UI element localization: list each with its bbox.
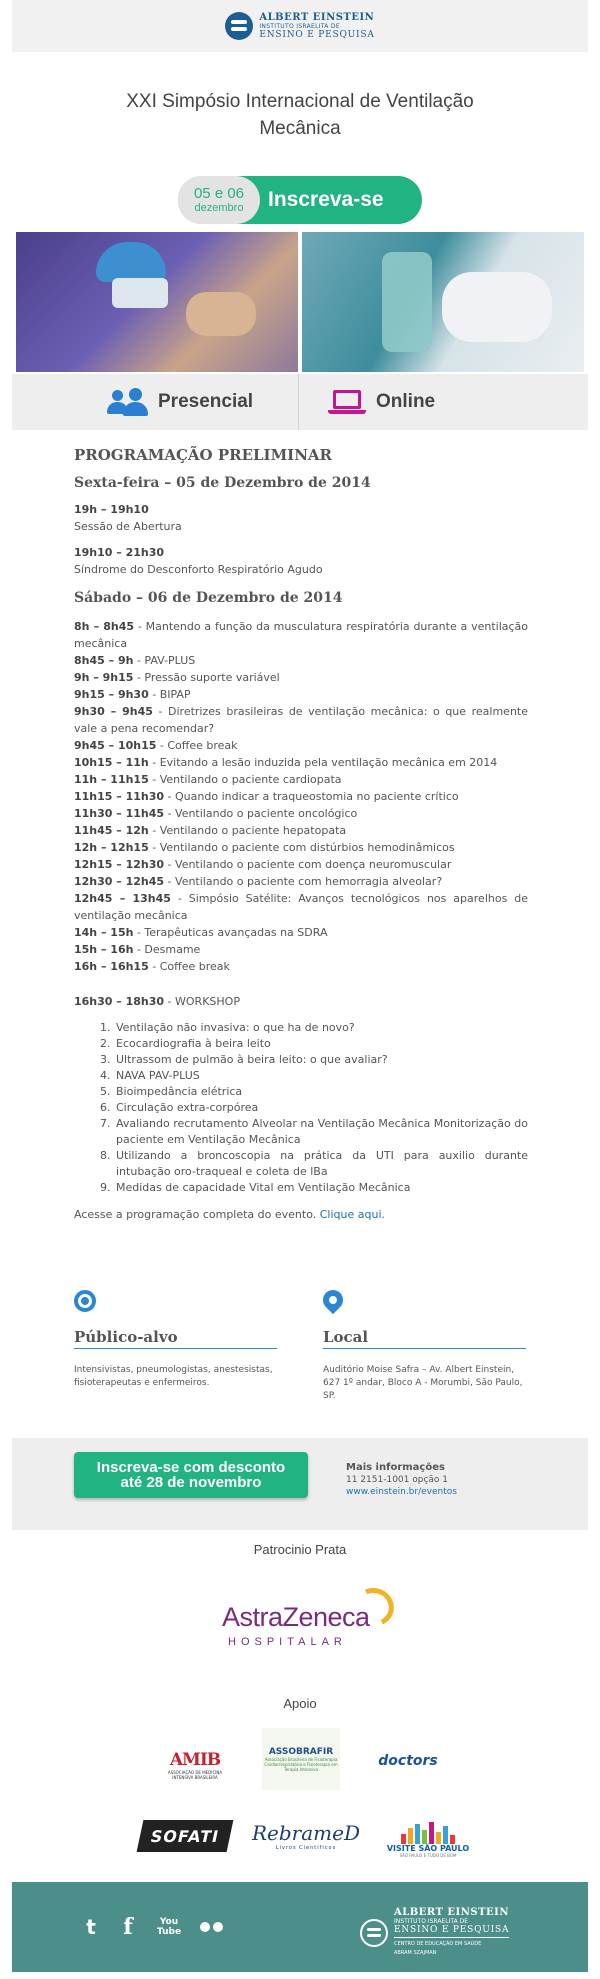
glove-shape <box>442 272 552 342</box>
event-title-line2: Mecânica <box>259 118 341 139</box>
schedule-row <box>74 754 528 771</box>
youtube-icon[interactable] <box>152 1914 186 1940</box>
youtube-line1: You <box>159 1917 179 1927</box>
schedule-desc: - Mantendo a função da musculatura respiratória durante a ventilação mecânica <box>74 620 529 650</box>
schedule-time: 8h – 8h45 <box>74 620 135 633</box>
register-discount-line1: Inscreva-se com desconto <box>96 1459 286 1476</box>
modes-divider <box>298 374 299 430</box>
register-discount-line2: até 28 de novembro <box>120 1474 262 1491</box>
schedule-desc: - Terapêuticas avançadas na SDRA <box>133 926 328 939</box>
workshop-row <box>74 993 528 1010</box>
saturday-heading: Sábado – 06 de Dezembro de 2014 <box>74 590 343 606</box>
full-program-text: Acesse a programação completa do evento. <box>74 1208 320 1221</box>
schedule-row <box>74 941 528 958</box>
event-title-line1: XXI Simpósio Internacional de Ventilação <box>126 91 474 112</box>
schedule-desc: - Desmame <box>133 943 201 956</box>
workshop-item: 5. Bioimpedância elétrica <box>114 1084 528 1100</box>
visite-name: VISITE SÃO PAULO <box>386 1844 470 1853</box>
footer-einstein-logo-icon <box>360 1919 388 1947</box>
schedule-desc: - Ventilando o paciente cardiopata <box>148 773 342 786</box>
workshop-item: 3. Ultrassom de pulmão à beira leito: o que avaliar? <box>114 1052 528 1068</box>
schedule-row <box>74 669 528 686</box>
more-info <box>346 1462 457 1498</box>
target-icon <box>74 1290 96 1312</box>
friday-item <box>74 501 528 535</box>
logo-line1: ALBERT EINSTEIN <box>259 11 375 23</box>
more-info-link[interactable]: www.einstein.br/eventos <box>346 1487 457 1497</box>
workshop-item: 1. Ventilação não invasiva: o que ha de novo? <box>114 1020 528 1036</box>
schedule-row <box>74 737 528 754</box>
schedule-row <box>74 839 528 856</box>
event-date-month: dezembro <box>194 201 244 214</box>
schedule-time: 8h45 – 9h <box>74 654 134 667</box>
footer-logo-line3: ENSINO E PESQUISA <box>394 1925 510 1935</box>
skyline-icon <box>401 1822 455 1844</box>
schedule-row <box>74 788 528 805</box>
schedule-time: 15h – 16h <box>74 943 134 956</box>
surgical-mask-shape <box>112 278 168 308</box>
schedule-row <box>74 618 528 652</box>
schedule-desc: - Coffee break <box>156 739 238 752</box>
workshop-item: 7. Avaliando recrutamento Alveolar na Ventilação Mecânica Monitorização do paciente em Ventilação Mecânica <box>114 1116 528 1148</box>
event-title <box>12 88 588 142</box>
schedule-time: 12h – 12h15 <box>74 841 149 854</box>
einstein-logo[interactable] <box>225 12 374 40</box>
schedule-time: 11h45 – 12h <box>74 824 149 837</box>
laptop-icon <box>328 389 366 415</box>
astrazeneca-name: AstraZeneca <box>222 1602 370 1632</box>
workshop-item: 8. Utilizando a broncoscopia na prática da UTI para auxilio durante intubação oro-traqueal e coleta de lBa <box>114 1148 528 1180</box>
schedule-time: 12h30 – 12h45 <box>74 875 165 888</box>
schedule-time: 9h – 9h15 <box>74 671 134 684</box>
schedule-time: 14h – 15h <box>74 926 134 939</box>
location-text: Auditório Moise Safra – Av. Albert Einstein, 627 1º andar, Bloco A - Morumbi, São Paulo, SP. <box>323 1365 523 1401</box>
schedule-desc: - Ventilando o paciente com doença neuromuscular <box>164 858 452 871</box>
doctors-name: doctors <box>378 1753 438 1769</box>
workshop-label: - WORKSHOP <box>164 995 240 1008</box>
schedule-row <box>74 771 528 788</box>
schedule-desc: Síndrome do Desconforto Respiratório Agudo <box>74 563 323 576</box>
hand-shape <box>186 292 256 336</box>
surgeon-photo <box>16 232 298 372</box>
einstein-logo-text <box>259 13 374 40</box>
event-date-badge[interactable] <box>178 176 260 224</box>
mode-presencial[interactable] <box>106 374 253 430</box>
workshop-item: 2. Ecocardiografia à beira leito <box>114 1036 528 1052</box>
full-program-link[interactable]: Clique aqui. <box>319 1208 386 1221</box>
surgical-cap-shape <box>96 242 166 282</box>
schedule-time: 12h15 – 12h30 <box>74 858 165 871</box>
schedule-row <box>74 686 528 703</box>
schedule-time: 10h15 – 11h <box>74 756 149 769</box>
schedule-desc: - Ventilando o paciente oncológico <box>164 807 358 820</box>
workshop-item: 6. Circulação extra-corpórea <box>114 1100 528 1116</box>
visite-sao-paulo-logo[interactable] <box>384 1814 472 1858</box>
amib-logo[interactable] <box>160 1736 230 1794</box>
amib-name: AMIB <box>169 1750 221 1770</box>
mode-presencial-label: Presencial <box>158 391 254 412</box>
location-heading: Local <box>323 1328 526 1349</box>
schedule-row <box>74 805 528 822</box>
schedule-row <box>74 873 528 890</box>
schedule-time: 9h45 – 10h15 <box>74 739 157 752</box>
friday-heading: Sexta-feira – 05 de Dezembro de 2014 <box>74 475 371 491</box>
sofati-logo[interactable] <box>137 1820 234 1852</box>
youtube-line2: Tube <box>156 1927 182 1937</box>
flickr-icon[interactable] <box>196 1914 226 1940</box>
register-discount-button[interactable] <box>74 1452 308 1498</box>
visite-sub: SÃO PAULO É TUDO DE BOM <box>399 1853 457 1858</box>
program-heading: PROGRAMAÇÃO PRELIMINAR <box>74 446 333 464</box>
silver-sponsor-label: Patrocinio Prata <box>253 1542 347 1557</box>
program-section <box>74 444 528 1223</box>
header-bar <box>12 0 588 52</box>
schedule-desc: - Coffee break <box>148 960 230 973</box>
workshop-time: 16h30 – 18h30 <box>74 995 165 1008</box>
full-program-line <box>74 1206 528 1223</box>
event-date-days: 05 e 06 <box>193 184 245 202</box>
schedule-desc: - Simpósio Satélite: Avanços tecnológicos nos aparelhos de ventilação mecânica <box>74 892 528 922</box>
support-label: Apoio <box>283 1696 317 1711</box>
schedule-row <box>74 822 528 839</box>
schedule-desc: - BIPAP <box>148 688 191 701</box>
rebrame-sub: Livros Científicos <box>275 1845 337 1851</box>
footer-einstein-logo[interactable] <box>360 1908 509 1958</box>
sofati-name: SOFATI <box>148 1826 222 1846</box>
twitter-icon[interactable]: t <box>86 1915 96 1939</box>
bottle-shape <box>382 252 432 352</box>
schedule-row <box>74 703 528 737</box>
ventilation-bag-photo <box>302 232 584 372</box>
assobrafir-name: ASSOBRAFIR <box>268 1746 334 1757</box>
rebrame-logo[interactable] <box>251 1818 361 1854</box>
schedule-time: 19h – 19h10 <box>74 503 149 516</box>
more-info-phone: 11 2151-1001 opção 1 <box>346 1475 449 1485</box>
astrazeneca-sub: HOSPITALAR <box>228 1636 347 1648</box>
audience-text: Intensivistas, pneumologistas, anestesistas, fisioterapeutas e enfermeiros. <box>74 1365 273 1388</box>
people-icon <box>106 388 148 416</box>
workshop-list <box>114 1020 528 1196</box>
attendance-modes-bar <box>12 374 588 430</box>
schedule-time: 11h – 11h15 <box>74 773 149 786</box>
friday-item <box>74 544 528 578</box>
assobrafir-sub: Associação Brasileira de Fisioterapia Cardiorrespiratória e Fisioterapia em Terapia Intensiva <box>264 1756 338 1772</box>
logo-line3: ENSINO E PESQUISA <box>259 29 375 40</box>
schedule-desc: Sessão de Abertura <box>74 520 182 533</box>
schedule-time: 16h – 16h15 <box>74 960 149 973</box>
mode-online-label: Online <box>376 391 436 412</box>
schedule-row <box>74 958 528 975</box>
footer-logo-line1: ALBERT EINSTEIN <box>394 1907 509 1918</box>
schedule-desc: - Ventilando o paciente com distúrbios hemodinâmicos <box>148 841 455 854</box>
schedule-desc: - Quando indicar a traqueostomia no paciente crítico <box>164 790 459 803</box>
saturday-schedule <box>74 618 528 975</box>
audience-heading: Público-alvo <box>74 1328 277 1349</box>
schedule-row <box>74 652 528 669</box>
footer-logo-text <box>394 1908 509 1958</box>
location-pin-icon <box>319 1286 347 1314</box>
schedule-desc: - Pressão suporte variável <box>133 671 280 684</box>
workshop-item: 4. NAVA PAV-PLUS <box>114 1068 528 1084</box>
assobrafir-logo[interactable] <box>262 1728 340 1790</box>
workshop-item: 9. Medidas de capacidade Vital em Ventilação Mecânica <box>114 1180 528 1196</box>
schedule-desc: - Diretrizes brasileiras de ventilação mecânica: o que realmente vale a pena recomendar? <box>74 705 528 735</box>
schedule-time: 19h10 – 21h30 <box>74 546 165 559</box>
schedule-time: 9h15 – 9h30 <box>74 688 149 701</box>
footer-logo-line5: ABRAM SZAJMAN <box>394 1950 437 1956</box>
doctors-logo[interactable] <box>364 1746 452 1776</box>
facebook-icon[interactable]: f <box>123 1914 133 1940</box>
astrazeneca-logo[interactable] <box>222 1584 398 1656</box>
einstein-logo-icon <box>225 12 253 40</box>
schedule-row <box>74 856 528 873</box>
amib-sub: ASSOCIAÇÃO DE MEDICINA INTENSIVA BRASILEIRA <box>167 1770 223 1780</box>
schedule-desc: - Ventilando o paciente com hemorragia alveolar? <box>164 875 443 888</box>
mode-online[interactable] <box>328 374 435 430</box>
schedule-row <box>74 924 528 941</box>
schedule-desc: - Evitando a lesão induzida pela ventilação mecânica em 2014 <box>148 756 498 769</box>
schedule-time: 11h30 – 11h45 <box>74 807 165 820</box>
logo-line2: INSTITUTO ISRAELITA DE <box>259 22 340 30</box>
footer-logo-line2: INSTITUTO ISRAELITA DE <box>394 1918 468 1925</box>
schedule-desc: - Ventilando o paciente hepatopata <box>148 824 347 837</box>
schedule-desc: - PAV-PLUS <box>133 654 196 667</box>
rebrame-name: RebrameD <box>251 1821 361 1845</box>
schedule-row <box>74 890 528 924</box>
schedule-time: 12h45 – 13h45 <box>74 892 171 905</box>
footer-logo-line4: CENTRO DE EDUCAÇÃO EM SAÚDE <box>394 1937 509 1949</box>
more-info-heading: Mais informações <box>346 1462 445 1473</box>
schedule-time: 11h15 – 11h30 <box>74 790 165 803</box>
register-pill-label[interactable]: Inscreva-se <box>268 188 384 211</box>
schedule-time: 9h30 – 9h45 <box>74 705 153 718</box>
